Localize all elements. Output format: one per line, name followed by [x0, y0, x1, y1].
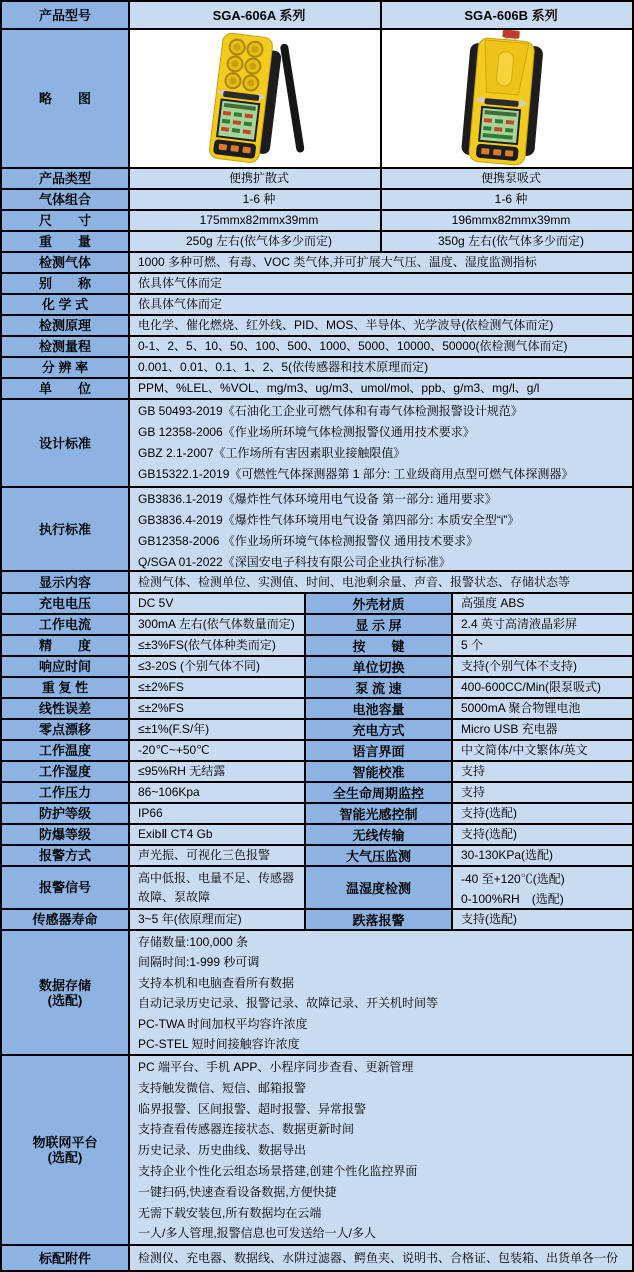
value-1: ≤±3%FS(依气体种类而定): [130, 636, 306, 655]
sub-label: 按 键: [306, 636, 453, 655]
row-dimensions: [2, 211, 632, 232]
value-2: 中文简体/中文繁体/英文: [461, 743, 588, 757]
value-1: IP66: [130, 804, 306, 823]
value-1: ≤±1%(F.S/年): [130, 720, 306, 739]
row-label-line: 物联网平台: [32, 1135, 98, 1150]
standard-line: GB3836.4-2019《爆炸性气体环境用电气设备 第四部分: 本质安全型“i”》: [138, 513, 520, 527]
sub-label: 显 示 屏: [306, 615, 453, 634]
quad-row: [2, 699, 632, 720]
value-1: 高中低报、电量不足、传感器故障、泵故障: [130, 867, 306, 908]
value-2: 支持(选配): [461, 827, 517, 841]
row-label-line: 数据存储: [38, 977, 91, 993]
value-2: Micro USB 充电器: [461, 722, 558, 736]
row-data-storage: [2, 931, 632, 1056]
product-image-cell-b: [382, 30, 632, 167]
lcd-screen: [217, 100, 259, 141]
value-2: 支持(选配): [461, 912, 517, 926]
row-label: 设计标准: [2, 400, 130, 486]
value-2: 400-600CC/Min(限泵吸式): [461, 680, 602, 694]
row-label: 重 量: [2, 232, 130, 251]
row-label: 传感器寿命: [2, 910, 130, 929]
sub-label: 充电方式: [306, 720, 453, 739]
row-label: 零点漂移: [2, 720, 130, 739]
row-value: 电化学、催化燃烧、红外线、PID、MOS、半导体、光学波导(依检测气体而定): [138, 318, 554, 332]
quad-row: [2, 825, 632, 846]
row-label: 报警信号: [2, 867, 130, 908]
value-2: 2.4 英寸高清液晶彩屏: [461, 617, 578, 631]
quad-row: [2, 615, 632, 636]
row-value: [130, 400, 632, 486]
value-a: 175mmx82mmx39mm: [130, 211, 382, 230]
row-unit: [2, 379, 632, 400]
series-b-title: SGA-606B 系列: [464, 7, 558, 23]
row-label: 显示内容: [2, 572, 130, 592]
feature-line: PC-TWA 时间加权平均容许浓度: [138, 1016, 308, 1031]
row-label: 执行标准: [2, 488, 130, 570]
row-value: 0.001、0.01、0.1、1、2、5(依传感器和技术原理而定): [138, 360, 429, 374]
row-resolution: [2, 358, 632, 379]
row-value: 1000 多种可燃、有毒、VOC 类气体,并可扩展大气压、温度、湿度监测指标: [138, 255, 537, 269]
row-value: [130, 1056, 632, 1244]
value-2: 支持: [461, 785, 486, 799]
row-label: 工作压力: [2, 783, 130, 802]
row-label: 检测原理: [2, 316, 130, 335]
value-1: 86~106Kpa: [130, 783, 306, 802]
row-label: 检测量程: [2, 337, 130, 356]
sub-label: 大气压监测: [306, 846, 453, 865]
feature-line: 无需下载安装包,所有数据均在云端: [138, 1205, 322, 1220]
row-iot-platform: [2, 1056, 632, 1246]
value-1: 3~5 年(依原理而定): [130, 910, 306, 929]
value-a: 1-6 种: [130, 190, 382, 209]
quad-row: [2, 846, 632, 867]
value-2: 5 个: [461, 638, 484, 652]
sub-label: 智能光感控制: [306, 804, 453, 823]
sub-label: 无线传输: [306, 825, 453, 844]
row-label: [2, 1056, 130, 1244]
row-label: 化 学 式: [2, 295, 130, 314]
feature-line: 支持触发微信、短信、邮箱报警: [138, 1080, 307, 1095]
row-product-model: [2, 2, 632, 30]
row-label: 单 位: [2, 379, 130, 398]
value-line: -40 至+120℃(选配): [461, 872, 565, 886]
row-exec-standard: [2, 488, 632, 572]
row-value: 依具体气体而定: [138, 297, 223, 311]
sub-label: 泵 流 速: [306, 678, 453, 697]
value-line: 0-100%RH (选配): [461, 892, 564, 906]
quad-row: [2, 762, 632, 783]
sga-606a-device-photo: [130, 30, 380, 167]
row-label-line: (选配): [47, 992, 83, 1008]
row-design-standard: [2, 400, 632, 488]
inlet-cap: [502, 30, 520, 39]
standard-line: GB 12358-2006《作业场所环境气体检测报警仪通用技术要求》: [138, 425, 475, 439]
value-b: 196mmx82mmx39mm: [451, 213, 571, 227]
row-value: 依具体气体而定: [138, 276, 223, 290]
row-label: 气体组合: [2, 190, 130, 209]
quad-row: [2, 594, 632, 615]
row-label: 报警方式: [2, 846, 130, 865]
feature-line: PC-STEL 短时间接触容许浓度: [138, 1037, 300, 1052]
row-alarm-signal: [2, 867, 632, 910]
row-chemical-formula: [2, 295, 632, 316]
product-image-cell-a: [130, 30, 382, 167]
row-value: 0-1、2、5、10、50、100、500、1000、5000、10000、50000(依检测气体而定): [138, 339, 568, 353]
row-detect-range: [2, 337, 632, 358]
row-product-type: [2, 169, 632, 190]
row-detect-principle: [2, 316, 632, 337]
row-value: 检测仪、充电器、数据线、水阱过滤器、鳄鱼夹、说明书、合格证、包装箱、出货单各一份: [138, 1250, 619, 1265]
sub-label: 单位切换: [306, 657, 453, 676]
feature-line: 历史记录、历史曲线、数据导出: [138, 1143, 307, 1158]
sga-606b-device-photo: [382, 30, 632, 167]
row-label: 防爆等级: [2, 825, 130, 844]
quad-row: [2, 741, 632, 762]
row-label: 工作温度: [2, 741, 130, 760]
row-label: [2, 931, 130, 1054]
feature-line: 存储数量:100,000 条: [138, 935, 249, 949]
value-2: 支持(选配): [461, 806, 517, 820]
value-1: ≤±2%FS: [130, 699, 306, 718]
row-label: 分 辨 率: [2, 358, 130, 377]
row-label-line: (选配): [47, 1150, 83, 1165]
sub-label: 电池容量: [306, 699, 453, 718]
value-2: 支持: [461, 764, 486, 778]
sub-label: 智能校准: [306, 762, 453, 781]
row-label: 精 度: [2, 636, 130, 655]
standard-line: GB 50493-2019《石油化工企业可燃气体和有毒气体检测报警设计规范》: [138, 404, 523, 418]
row-value: [130, 931, 632, 1054]
row-label: 标配附件: [2, 1246, 130, 1270]
row-label: 充电电压: [2, 594, 130, 613]
row-label: 别 称: [2, 274, 130, 293]
value-1: DC 5V: [130, 594, 306, 613]
quad-row: [2, 657, 632, 678]
feature-line: PC 端平台、手机 APP、小程序同步查看、更新管理: [138, 1060, 414, 1074]
row-label: 产品型号: [2, 2, 130, 28]
value-a: 250g 左右(依气体多少而定): [130, 232, 382, 251]
row-gas-combination: [2, 190, 632, 211]
sub-label: 温湿度检测: [306, 867, 453, 908]
value-b: 1-6 种: [494, 192, 528, 206]
quad-row: [2, 804, 632, 825]
feature-line: 一人/多人管理,报警信息也可发送给一人/多人: [138, 1226, 377, 1241]
value-a: 便携扩散式: [130, 169, 382, 188]
value-1: ≤±2%FS: [130, 678, 306, 697]
standard-line: GB3836.1-2019《爆炸性气体环境用电气设备 第一部分: 通用要求》: [138, 492, 497, 506]
lcd-screen: [479, 107, 520, 144]
row-detect-gas: [2, 253, 632, 274]
value-2: 高强度 ABS: [461, 596, 525, 610]
series-a-title: SGA-606A 系列: [130, 2, 382, 28]
quad-row: [2, 678, 632, 699]
sub-label: 跌落报警: [306, 910, 453, 929]
standard-line: GB12358-2006 《作业场所环境气体检测报警仪 通用技术要求》: [138, 534, 479, 548]
row-label: 检测气体: [2, 253, 130, 272]
quad-row: [2, 636, 632, 657]
value-1: 声光振、可视化三色报警: [130, 846, 306, 865]
row-label: 产品类型: [2, 169, 130, 188]
value-1: 300mA 左右(依气体数量而定): [130, 615, 306, 634]
feature-line: 自动记录历史记录、报警记录、故障记录、开关机时间等: [138, 996, 439, 1011]
value-b: 便携泵吸式: [480, 171, 541, 185]
value-1: ≤3-20S (个别气体不同): [130, 657, 306, 676]
row-label: 响应时间: [2, 657, 130, 676]
row-weight: [2, 232, 632, 253]
pump-notch: [496, 51, 514, 86]
row-label: 线性误差: [2, 699, 130, 718]
feature-line: 间隔时间:1-999 秒可调: [138, 955, 260, 970]
row-label: 重 复 性: [2, 678, 130, 697]
value-1: -20℃~+50℃: [130, 741, 306, 760]
feature-line: 支持查看传感器连接状态、数据更新时间: [138, 1122, 355, 1137]
row-label: 防护等级: [2, 804, 130, 823]
row-label: 工作湿度: [2, 762, 130, 781]
standard-line: Q/SGA 01-2022《深国安电子科技有限公司企业执行标准》: [138, 555, 451, 569]
row-label: 工作电流: [2, 615, 130, 634]
feature-line: 临界报警、区间报警、超时报警、异常报警: [138, 1101, 367, 1116]
feature-line: 支持本机和电脑查看所有数据: [138, 975, 295, 990]
standard-line: GB15322.1-2019《可燃性气体探测器第 1 部分: 工业级商用点型可燃气体探测器》: [138, 467, 574, 481]
row-alias: [2, 274, 632, 295]
row-value: 检测气体、检测单位、实测值、时间、电池剩余量、声音、报警状态、存储状态等: [138, 574, 571, 589]
sub-label: 外壳材质: [306, 594, 453, 613]
value-1: ≤95%RH 无结露: [130, 762, 306, 781]
row-accessories: [2, 1246, 632, 1270]
value-b: 350g 左右(依气体多少而定): [437, 234, 585, 248]
row-sensor-life: [2, 910, 632, 931]
value-2: 5000mA 聚合物锂电池: [461, 701, 581, 715]
standard-line: GBZ 2.1-2007《工作场所有害因素职业接触限值》: [138, 446, 406, 460]
feature-line: 一键扫码,快速查看设备数据,方便快捷: [138, 1184, 337, 1199]
value-2: 支持(个别气体不支持): [461, 659, 577, 673]
feature-line: 支持企业个性化云组态场景搭建,创建个性化监控界面: [138, 1163, 418, 1178]
quad-row: [2, 720, 632, 741]
row-sketch: [2, 30, 632, 169]
row-label: 略 图: [2, 30, 130, 167]
row-label: 尺 寸: [2, 211, 130, 230]
sub-label: 全生命周期监控: [306, 783, 453, 802]
row-value: [130, 488, 632, 570]
value-2: [453, 867, 632, 908]
row-display-content: [2, 572, 632, 594]
value-2: 30-130KPa(选配): [461, 848, 554, 862]
sub-label: 语言界面: [306, 741, 453, 760]
row-value: PPM、%LEL、%VOL、mg/m3、ug/m3、umol/mol、ppb、g/m3、mg/l、g/l: [138, 381, 540, 395]
value-1: ExibⅡ CT4 Gb: [130, 825, 306, 844]
quad-row: [2, 783, 632, 804]
